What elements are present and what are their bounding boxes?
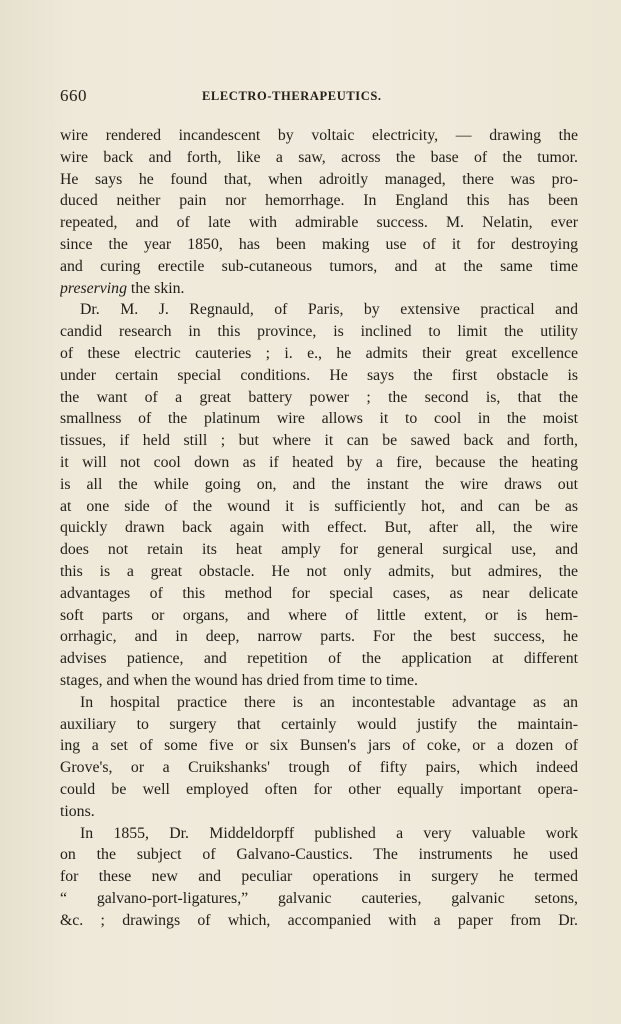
- text-line: at one side of the wound it is sufficiently hot, and can be as: [60, 497, 578, 515]
- text-line: candid research in this province, is inclined to limit the utility: [60, 323, 578, 341]
- text-line: advantages of this method for special cases, as near delicate: [60, 584, 578, 602]
- text-line: tissues, if held still ; but where it can be sawed back and forth,: [60, 432, 578, 450]
- text-line: smallness of the platinum wire allows it to cool in the moist: [60, 410, 578, 428]
- text-line: repeated, and of late with admirable success. M. Nelatin, ever: [60, 214, 578, 232]
- text-line: does not retain its heat amply for general surgical use, and: [60, 541, 578, 559]
- text-line: and curing erectile sub-cutaneous tumors, and at the same time: [60, 257, 578, 275]
- text-line: In hospital practice there is an incontestable advantage as an: [80, 693, 578, 711]
- text-line: is all the while going on, and the instant the wire draws out: [60, 475, 578, 493]
- text-line: In 1855, Dr. Middeldorpff published a very valuable work: [80, 824, 578, 842]
- text-line: orrhagic, and in deep, narrow parts. For the best success, he: [60, 628, 578, 646]
- text-line: since the year 1850, has been making use of it for destroying: [60, 235, 578, 253]
- line-text: the skin.: [126, 279, 185, 297]
- text-line: [60, 278, 578, 300]
- text-line: Grove's, or a Cruikshanks' trough of fifty pairs, which indeed: [60, 759, 578, 777]
- text-line: could be well employed often for other equally important opera-: [60, 780, 578, 798]
- text-line: wire back and forth, like a saw, across the base of the tumor.: [60, 148, 578, 166]
- text-line: for these new and peculiar operations in surgery he termed: [60, 868, 578, 886]
- text-line: “ galvano-port-ligatures,” galvanic cauteries, galvanic setons,: [60, 889, 578, 907]
- text-line: tions.: [60, 802, 95, 820]
- body-text: [60, 125, 578, 931]
- text-line: it will not cool down as if heated by a fire, because the heating: [60, 453, 578, 471]
- text-line: ing a set of some five or six Bunsen's jars of coke, or a dozen of: [60, 737, 578, 755]
- text-line: &c. ; drawings of which, accompanied with a paper from Dr.: [60, 911, 578, 929]
- text-line: Dr. M. J. Regnauld, of Paris, by extensive practical and: [80, 301, 578, 319]
- text-line: He says he found that, when adroitly managed, there was pro-: [60, 170, 578, 188]
- text-line: quickly drawn back again with effect. But, after all, the wire: [60, 519, 578, 537]
- text-line: stages, and when the wound has dried from time to time.: [60, 671, 418, 689]
- text-line: duced neither pain nor hemorrhage. In England this has been: [60, 192, 578, 210]
- page-number: 660: [60, 86, 87, 105]
- text-line: advises patience, and repetition of the application at different: [60, 650, 578, 668]
- text-line: on the subject of Galvano-Caustics. The instruments he used: [60, 846, 578, 864]
- page-header: [60, 86, 572, 110]
- text-line: the want of a great battery power ; the second is, that the: [60, 388, 578, 406]
- text-line: soft parts or organs, and where of little extent, or is hem-: [60, 606, 578, 624]
- text-line: this is a great obstacle. He not only admits, but admires, the: [60, 562, 578, 580]
- text-line: under certain special conditions. He says the first obstacle is: [60, 366, 578, 384]
- text-line: wire rendered incandescent by voltaic electricity, — drawing the: [60, 127, 578, 144]
- text-line: auxiliary to surgery that certainly would justify the maintain-: [60, 715, 578, 733]
- text-line: of these electric cauteries ; i. e., he admits their great excellence: [60, 344, 578, 362]
- running-head: ELECTRO-THERAPEUTICS.: [202, 89, 382, 103]
- italic-word: preserving: [60, 279, 127, 297]
